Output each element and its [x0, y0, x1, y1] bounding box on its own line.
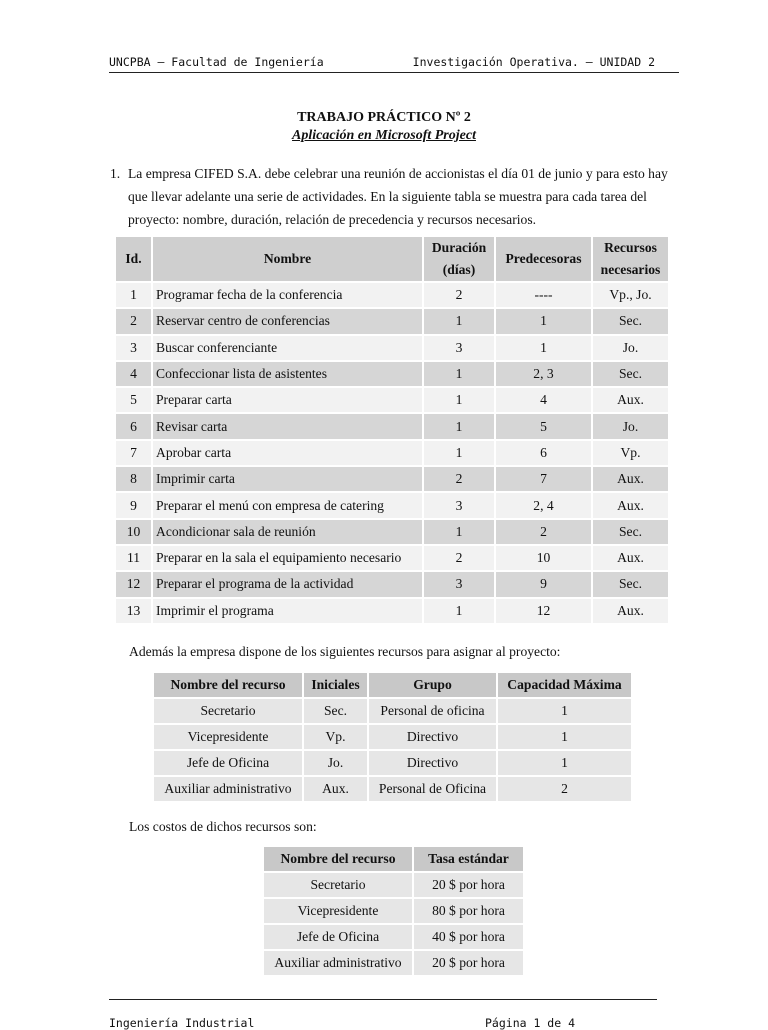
- resource-group-cell: Personal de Oficina: [369, 777, 496, 801]
- cost-resource-name-cell: Auxiliar administrativo: [264, 951, 412, 975]
- resources-intro: Además la empresa dispone de los siguientes recursos para asignar al proyecto:: [129, 644, 561, 659]
- task-resources-cell: Aux.: [593, 493, 668, 517]
- resource-row: [154, 725, 631, 749]
- cost-resource-name-cell: Vicepresidente: [264, 899, 412, 923]
- task-duration-cell: 3: [424, 336, 494, 360]
- task-resources-cell: Sec.: [593, 520, 668, 544]
- page-title: TRABAJO PRÁCTICO Nº 2: [297, 110, 471, 125]
- resource-capacity-cell: 1: [498, 751, 631, 775]
- task-resources-cell: Jo.: [593, 336, 668, 360]
- page-footer: [109, 999, 657, 1030]
- col-header-cost-resource-name: Nombre del recurso: [264, 847, 412, 871]
- col-header-resource-name: Nombre del recurso: [154, 673, 302, 697]
- question-text: La empresa CIFED S.A. debe celebrar una reunión de accionistas el día 01 de junio y para esto hay que llevar adelante una serie de actividades. En la siguiente tabla se muestra para cada tarea del proyecto: nombre, duración, relación de precedencia y recursos necesarios.: [128, 166, 668, 227]
- task-duration-cell: 1: [424, 362, 494, 386]
- resource-capacity-cell: 2: [498, 777, 631, 801]
- task-predecessors-cell: 5: [496, 414, 591, 438]
- resources-header-row: [154, 673, 631, 697]
- cost-row: [264, 925, 523, 949]
- task-row: [116, 467, 668, 491]
- header-right: Investigación Operativa. – UNIDAD 2: [412, 55, 655, 69]
- cost-row: [264, 951, 523, 975]
- task-row: [116, 336, 668, 360]
- task-duration-cell: 3: [424, 572, 494, 596]
- costs-table: [262, 845, 525, 977]
- task-name-cell: Programar fecha de la conferencia: [153, 283, 422, 307]
- task-id-cell: 11: [116, 546, 151, 570]
- task-duration-cell: 1: [424, 599, 494, 623]
- col-header-id: Id.: [116, 237, 151, 281]
- task-resources-cell: Vp.: [593, 441, 668, 465]
- task-resources-cell: Aux.: [593, 546, 668, 570]
- costs-intro: Los costos de dichos recursos son:: [129, 819, 317, 834]
- task-name-cell: Buscar conferenciante: [153, 336, 422, 360]
- task-id-cell: 1: [116, 283, 151, 307]
- task-resources-cell: Aux.: [593, 388, 668, 412]
- task-name-cell: Imprimir el programa: [153, 599, 422, 623]
- duration-header-line1: Duración: [431, 240, 487, 255]
- col-header-initials: Iniciales: [304, 673, 367, 697]
- task-duration-cell: 1: [424, 441, 494, 465]
- task-id-cell: 3: [116, 336, 151, 360]
- task-predecessors-cell: 10: [496, 546, 591, 570]
- task-predecessors-cell: 7: [496, 467, 591, 491]
- cost-row: [264, 873, 523, 897]
- task-resources-cell: Sec.: [593, 362, 668, 386]
- task-name-cell: Confeccionar lista de asistentes: [153, 362, 422, 386]
- task-id-cell: 4: [116, 362, 151, 386]
- task-name-cell: Imprimir carta: [153, 467, 422, 491]
- task-id-cell: 13: [116, 599, 151, 623]
- task-duration-cell: 3: [424, 493, 494, 517]
- task-row: [116, 493, 668, 517]
- task-id-cell: 12: [116, 572, 151, 596]
- task-row: [116, 309, 668, 333]
- task-resources-cell: Vp., Jo.: [593, 283, 668, 307]
- task-predecessors-cell: 4: [496, 388, 591, 412]
- col-header-name: Nombre: [153, 237, 422, 281]
- resource-name-cell: Auxiliar administrativo: [154, 777, 302, 801]
- task-predecessors-cell: 1: [496, 309, 591, 333]
- cost-rate-cell: 20 $ por hora: [414, 951, 523, 975]
- task-duration-cell: 1: [424, 388, 494, 412]
- task-duration-cell: 1: [424, 414, 494, 438]
- task-predecessors-cell: 2: [496, 520, 591, 544]
- col-header-group: Grupo: [369, 673, 496, 697]
- page-header: [109, 54, 679, 73]
- resource-name-cell: Jefe de Oficina: [154, 751, 302, 775]
- task-predecessors-cell: 1: [496, 336, 591, 360]
- task-predecessors-cell: 9: [496, 572, 591, 596]
- task-id-cell: 10: [116, 520, 151, 544]
- task-duration-cell: 1: [424, 309, 494, 333]
- header-left: UNCPBA – Facultad de Ingeniería: [109, 55, 324, 69]
- task-row: [116, 283, 668, 307]
- task-id-cell: 7: [116, 441, 151, 465]
- question-number: 1.: [110, 166, 121, 181]
- resource-initials-cell: Jo.: [304, 751, 367, 775]
- resources-header-line2: necesarios: [600, 262, 661, 277]
- cost-resource-name-cell: Jefe de Oficina: [264, 925, 412, 949]
- task-duration-cell: 2: [424, 546, 494, 570]
- task-resources-cell: Sec.: [593, 309, 668, 333]
- footer-right: Página 1 de 4: [485, 1016, 576, 1030]
- task-row: [116, 388, 668, 412]
- resource-initials-cell: Sec.: [304, 699, 367, 723]
- task-row: [116, 572, 668, 596]
- resource-row: [154, 699, 631, 723]
- col-header-predecessors: Predecesoras: [496, 237, 591, 281]
- task-name-cell: Preparar el menú con empresa de catering: [153, 493, 422, 517]
- task-duration-cell: 2: [424, 283, 494, 307]
- task-predecessors-cell: 12: [496, 599, 591, 623]
- task-resources-cell: Aux.: [593, 467, 668, 491]
- resource-row: [154, 777, 631, 801]
- resource-initials-cell: Aux.: [304, 777, 367, 801]
- question-paragraph: [110, 162, 685, 231]
- task-name-cell: Preparar carta: [153, 388, 422, 412]
- task-id-cell: 5: [116, 388, 151, 412]
- task-id-cell: 9: [116, 493, 151, 517]
- task-row: [116, 441, 668, 465]
- page-subtitle: Aplicación en Microsoft Project: [292, 128, 476, 143]
- task-name-cell: Preparar el programa de la actividad: [153, 572, 422, 596]
- task-predecessors-cell: ----: [496, 283, 591, 307]
- resource-row: [154, 751, 631, 775]
- resources-table: [152, 671, 633, 803]
- col-header-resources: [593, 237, 668, 281]
- col-header-rate: Tasa estándar: [414, 847, 523, 871]
- task-id-cell: 6: [116, 414, 151, 438]
- task-name-cell: Acondicionar sala de reunión: [153, 520, 422, 544]
- task-predecessors-cell: 2, 3: [496, 362, 591, 386]
- task-duration-cell: 1: [424, 520, 494, 544]
- task-row: [116, 414, 668, 438]
- resource-group-cell: Personal de oficina: [369, 699, 496, 723]
- cost-rate-cell: 40 $ por hora: [414, 925, 523, 949]
- resource-initials-cell: Vp.: [304, 725, 367, 749]
- resources-header-line1: Recursos: [604, 240, 657, 255]
- footer-left: Ingeniería Industrial: [109, 1016, 255, 1030]
- task-row: [116, 546, 668, 570]
- task-id-cell: 2: [116, 309, 151, 333]
- task-id-cell: 8: [116, 467, 151, 491]
- task-name-cell: Aprobar carta: [153, 441, 422, 465]
- task-row: [116, 599, 668, 623]
- task-name-cell: Preparar en la sala el equipamiento necesario: [153, 546, 422, 570]
- cost-rate-cell: 80 $ por hora: [414, 899, 523, 923]
- duration-header-line2: (días): [442, 262, 476, 277]
- task-name-cell: Reservar centro de conferencias: [153, 309, 422, 333]
- task-row: [116, 520, 668, 544]
- resource-name-cell: Secretario: [154, 699, 302, 723]
- task-predecessors-cell: 2, 4: [496, 493, 591, 517]
- task-name-cell: Revisar carta: [153, 414, 422, 438]
- task-duration-cell: 2: [424, 467, 494, 491]
- cost-resource-name-cell: Secretario: [264, 873, 412, 897]
- costs-header-row: [264, 847, 523, 871]
- task-resources-cell: Aux.: [593, 599, 668, 623]
- cost-row: [264, 899, 523, 923]
- task-row: [116, 362, 668, 386]
- resource-capacity-cell: 1: [498, 699, 631, 723]
- cost-rate-cell: 20 $ por hora: [414, 873, 523, 897]
- task-resources-cell: Sec.: [593, 572, 668, 596]
- tasks-table: [114, 235, 670, 625]
- resource-capacity-cell: 1: [498, 725, 631, 749]
- col-header-capacity: Capacidad Máxima: [498, 673, 631, 697]
- col-header-duration: [424, 237, 494, 281]
- resource-group-cell: Directivo: [369, 725, 496, 749]
- task-predecessors-cell: 6: [496, 441, 591, 465]
- task-resources-cell: Jo.: [593, 414, 668, 438]
- tasks-header-row: [116, 237, 668, 281]
- resource-group-cell: Directivo: [369, 751, 496, 775]
- resource-name-cell: Vicepresidente: [154, 725, 302, 749]
